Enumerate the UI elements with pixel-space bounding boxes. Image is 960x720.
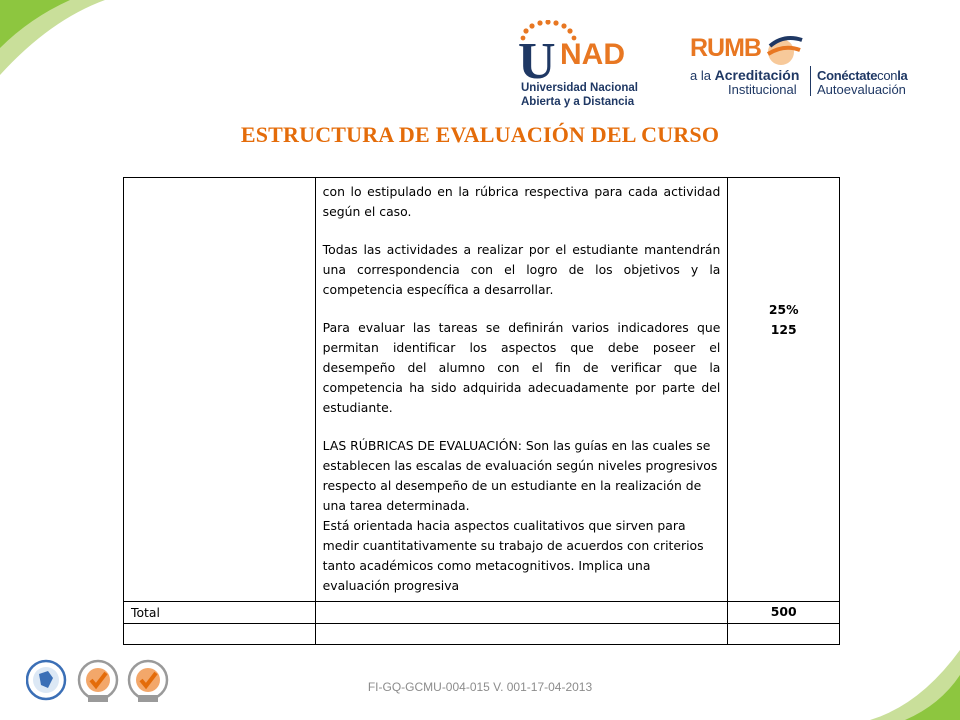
total-value: 500 — [728, 602, 840, 624]
conectate-slogan: Conéctateconla — [817, 68, 908, 83]
description-paragraph: Todas las actividades a realizar por el estudiante mantendrán una correspondencia con el logro de los objetivos y la competencia específica a desarrollar. — [322, 242, 721, 297]
rumbo-line2: Institucional — [728, 82, 797, 97]
description-paragraph: con lo estipulado en la rúbrica respectiva para cada actividad según el caso. — [322, 184, 721, 219]
weight-points: 125 — [770, 321, 797, 337]
table-row-total — [124, 602, 840, 624]
unad-logo-line1: Universidad Nacional — [521, 82, 638, 94]
table-cell-description — [315, 178, 728, 602]
table-cell-empty — [728, 624, 840, 645]
unad-logo — [516, 16, 638, 108]
rumbo-word: RUMB — [690, 34, 761, 62]
description-paragraph: LAS RÚBRICAS DE EVALUACIÓN: Son las guías en las cuales se establecen las escalas de evaluación según niveles progresivos respecto al desempeño de un estudiante en la realización de una tarea determinada. — [322, 438, 718, 513]
table-cell-activity — [124, 178, 316, 602]
compass-icon — [764, 34, 804, 68]
unad-logo-mark — [516, 20, 638, 80]
weight-percent: 25% — [768, 301, 799, 317]
corner-decoration-top — [0, 0, 110, 80]
table-cell-empty — [315, 602, 728, 624]
unad-logo-line2: Abierta y a Distancia — [521, 96, 635, 108]
document-code: FI-GQ-GCMU-004-015 V. 001-17-04-2013 — [367, 680, 593, 694]
table-cell-weight — [728, 178, 840, 602]
table-cell-empty — [124, 624, 316, 645]
autoevaluacion-text: Autoevaluación — [817, 82, 906, 97]
description-paragraph: Está orientada hacia aspectos cualitativos que sirven para medir cuantitativamente su trabajo de acuerdos con criterios tanto académicos como metacognitivos. Implica una evaluación progresiva — [322, 518, 704, 593]
evaluation-table — [123, 177, 840, 645]
svg-text:NAD: NAD — [560, 38, 625, 71]
svg-text:U: U — [518, 33, 556, 80]
table-cell-empty — [315, 624, 728, 645]
table-row — [124, 178, 840, 602]
description-paragraph: Para evaluar las tareas se definirán varios indicadores que permitan identificar los aspectos que debe poseer el desempeño del alumno con el fin de verificar que la competencia ha sido adquirida adecuadamente por parte del estudiante. — [322, 320, 721, 415]
page-title: ESTRUCTURA DE EVALUACIÓN DEL CURSO — [240, 122, 720, 147]
logo-divider — [810, 66, 811, 96]
table-row-empty — [124, 624, 840, 645]
total-label: Total — [124, 602, 316, 624]
rumbo-line1: a la Acreditación — [690, 67, 800, 83]
rumbo-acreditacion-logo — [686, 34, 926, 98]
